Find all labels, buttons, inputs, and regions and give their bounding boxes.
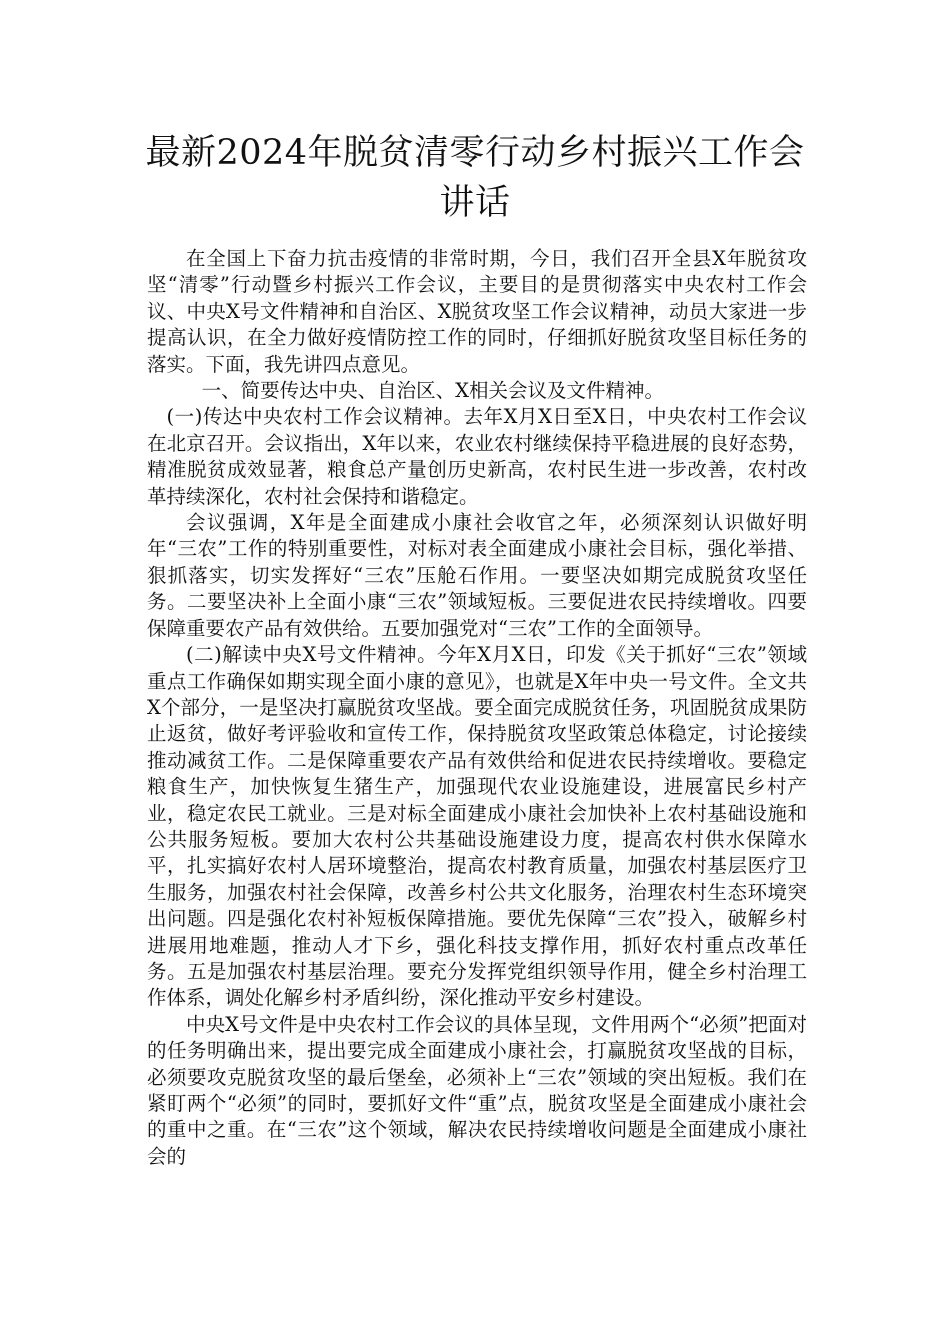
title-line-2: 讲话 (439, 183, 511, 223)
paragraph-subsection-2: (二)解读中央X号文件精神。今年X月X日，印发《关于抓好“三农”领域重点工作确保如期实现全面小康的意见》，也就是X年中央一号文件。全文共X个部分，一是坚决打赢脱贫攻坚战。要全面完成脱贫任务，巩固脱贫成果防止返贫，做好考评验收和宣传工作，保持脱贫攻坚政策总体稳定，讨论接续推动减贫工作。二是保障重要农产品有效供给和促进农民持续增收。要稳定粮食生产，加快恢复生猪生产，加强现代农业设施建设，进展富民乡村产业，稳定农民工就业。三是对标全面建成小康社会加快补上农村基础设施和公共服务短板。要加大农村公共基础设施建设力度，提高农村供水保障水平，扎实搞好农村人居环境整治，提高农村教育质量，加强农村基层医疗卫生服务，加强农村社会保障，改善乡村公共文化服务，治理农村生态环境突出问题。四是强化农村补短板保障措施。要优先保障“三农”投入，破解乡村进展用地难题，推动人才下乡，强化科技支撑作用，抓好农村重点改革任务。五是加强农村基层治理。要充分发挥党组织领导作用，健全乡村治理工作体系，调处化解乡村矛盾纠纷，深化推动平安乡村建设。 (147, 643, 807, 1010)
paragraph-meeting-emphasis: 会议强调，X年是全面建成小康社会收官之年，必须深刻认识做好明年“三农”工作的特别重要性，对标对表全面建成小康社会目标，强化举措、狠抓落实，切实发挥好“三农”压舱石作用。一要坚决如期完成脱贫攻坚任务。二要坚决补上全面小康“三农”领域短板。三要促进农民持续增收。四要保障重要农产品有效供给。五要加强党对“三农”工作的全面领导。 (147, 511, 807, 640)
document-title (100, 128, 850, 228)
title-line-1: 最新2024年脱贫清零行动乡村振兴工作会 (145, 133, 805, 173)
document-body (147, 246, 807, 1170)
paragraph-document-summary: 中央X号文件是中央农村工作会议的具体呈现，文件用两个“必须”把面对的任务明确出来，提出要完成全面建成小康社会，打赢脱贫攻坚战的目标，必须要攻克脱贫攻坚的最后堡垒，必须补上“三农”领域的突出短板。我们在紧盯两个“必须”的同时，要抓好文件“重”点，脱贫攻坚是全面建成小康社会的重中之重。在“三农”这个领域，解决农民持续增收问题是全面建成小康社会的 (147, 1012, 807, 1168)
section-heading-1: 一、简要传达中央、自治区、X相关会议及文件精神。 (201, 379, 664, 403)
paragraph-subsection-1: (一)传达中央农村工作会议精神。去年X月X日至X日，中央农村工作会议在北京召开。会议指出，X年以来，农业农村继续保持平稳进展的良好态势，精准脱贫成效显著，粮食总产量创历史新高，农村民生进一步改善，农村改革持续深化，农村社会保持和谐稳定。 (147, 405, 807, 508)
paragraph-intro: 在全国上下奋力抗击疫情的非常时期，今日，我们召开全县X年脱贫攻坚“清零”行动暨乡村振兴工作会议，主要目的是贯彻落实中央农村工作会议、中央X号文件精神和自治区、X脱贫攻坚工作会议精神，动员大家进一步提高认识，在全力做好疫情防控工作的同时，仔细抓好脱贫攻坚目标任务的落实。下面，我先讲四点意见。 (147, 247, 807, 376)
